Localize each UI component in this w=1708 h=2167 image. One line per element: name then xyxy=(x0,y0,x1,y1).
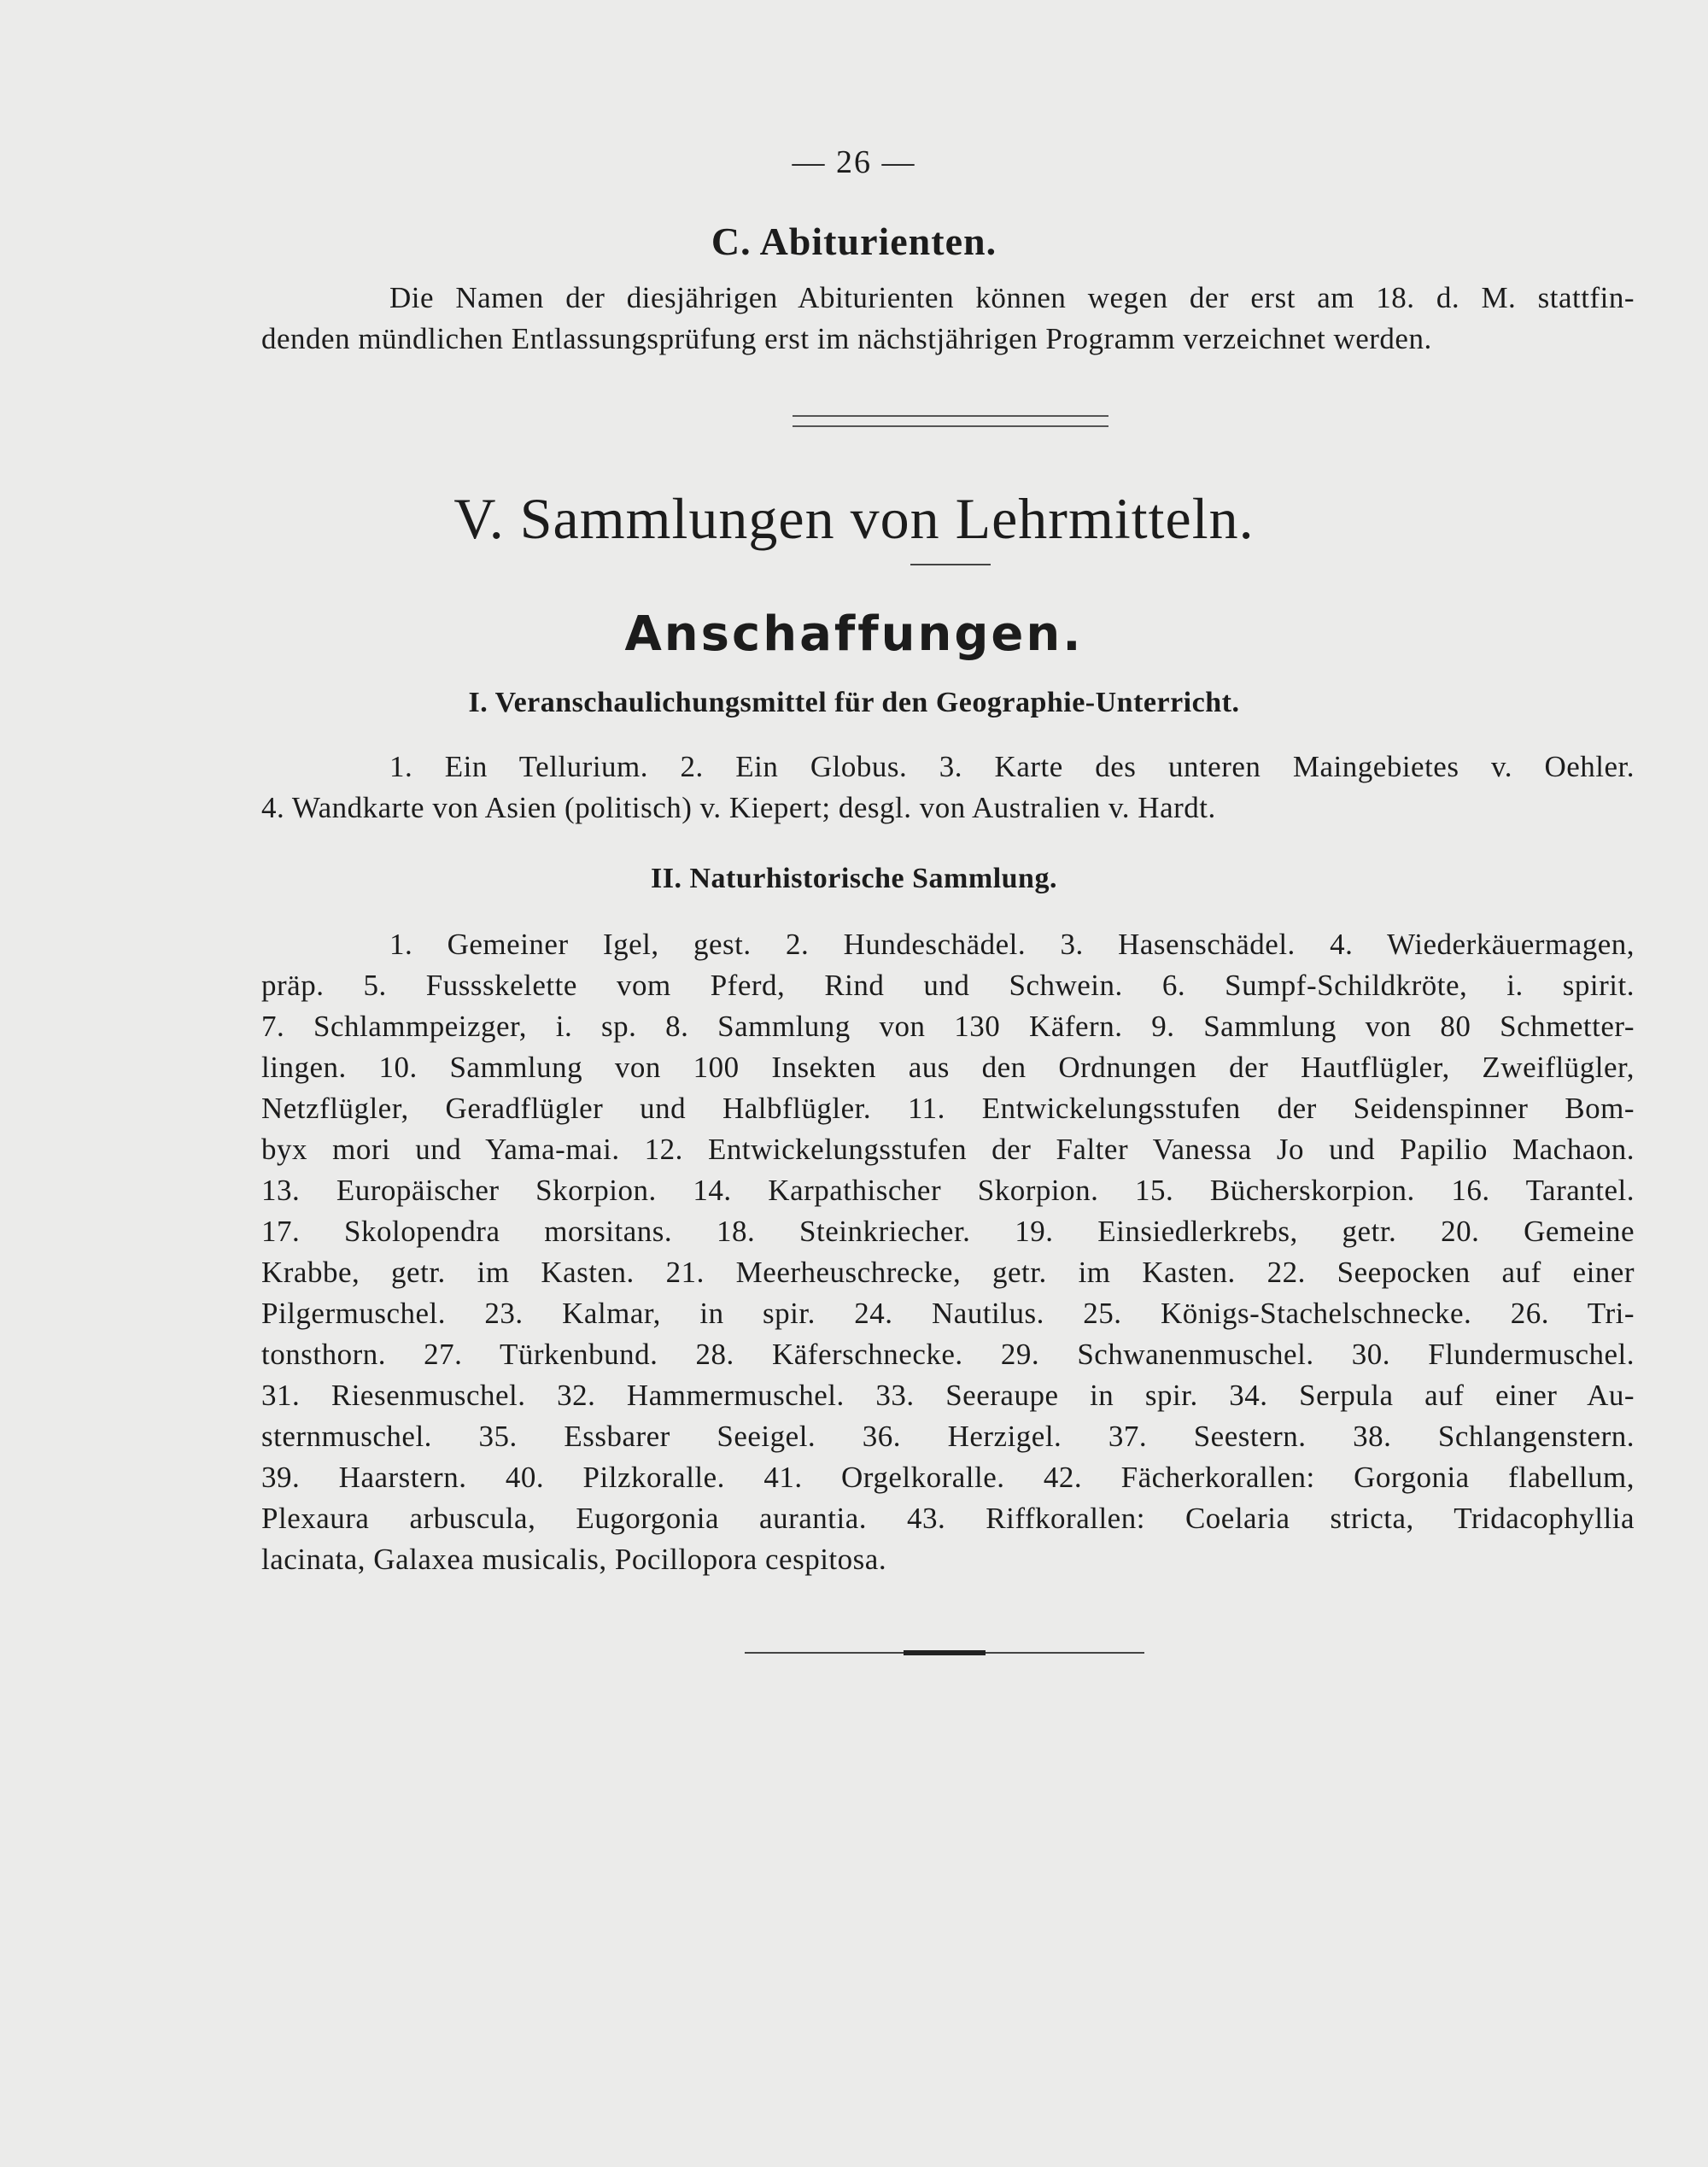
paragraph-line: 13. Europäischer Skorpion. 14. Karpathischer Skorpion. 15. Bücherskorpion. 16. Tarantel. xyxy=(261,1174,1635,1207)
paragraph-line: 31. Riesenmuschel. 32. Hammermuschel. 33. Seeraupe in spir. 34. Serpula auf einer Au- xyxy=(261,1379,1635,1412)
paragraph-line: Netzflügler, Geradflügler und Halbflügler. 11. Entwickelungsstufen der Seidenspinner Bom- xyxy=(261,1092,1635,1125)
paragraph-line: Die Namen der diesjährigen Abiturienten können wegen der erst am 18. d. M. stattfin- xyxy=(389,281,1635,314)
end-divider-center-mark xyxy=(904,1650,986,1655)
section-title-abiturienten: C. Abiturienten. xyxy=(711,220,997,263)
section-title-sammlungen: V. Sammlungen von Lehrmitteln. xyxy=(453,486,1255,551)
page-number: — 26 — xyxy=(792,144,916,180)
paragraph-line: lingen. 10. Sammlung von 100 Insekten aus den Ordnungen der Hautflügler, Zweiflügler, xyxy=(261,1051,1635,1084)
paragraph-line: Krabbe, getr. im Kasten. 21. Meerheuschrecke, getr. im Kasten. 22. Seepocken auf einer xyxy=(261,1256,1635,1289)
paragraph-line: präp. 5. Fussskelette vom Pferd, Rind und Schwein. 6. Sumpf-Schildkröte, i. spirit. xyxy=(261,969,1635,1002)
paragraph-line: Plexaura arbuscula, Eugorgonia aurantia. 43. Riffkorallen: Coelaria stricta, Tridacophyllia xyxy=(261,1502,1635,1535)
abiturienten-paragraph xyxy=(261,278,1635,360)
geographie-paragraph xyxy=(261,747,1635,829)
paragraph-line: sternmuschel. 35. Essbarer Seeigel. 36. Herzigel. 37. Seestern. 38. Schlangenstern. xyxy=(261,1420,1635,1453)
naturhistorische-paragraph xyxy=(261,924,1635,1580)
paragraph-line: 1. Ein Tellurium. 2. Ein Globus. 3. Karte des unteren Maingebietes v. Oehler. xyxy=(389,750,1635,783)
subheading-geographie: I. Veranschaulichungsmittel für den Geographie-Unterricht. xyxy=(468,687,1240,718)
short-divider xyxy=(910,564,991,565)
paragraph-line: byx mori und Yama-mai. 12. Entwickelungsstufen der Falter Vanessa Jo und Papilio Machaon. xyxy=(261,1133,1635,1166)
paragraph-line: lacinata, Galaxea musicalis, Pocillopora cespitosa. xyxy=(261,1543,887,1576)
paragraph-line: 1. Gemeiner Igel, gest. 2. Hundeschädel. 3. Hasenschädel. 4. Wiederkäuermagen, xyxy=(389,928,1635,961)
paragraph-line: 39. Haarstern. 40. Pilzkoralle. 41. Orgelkoralle. 42. Fächerkorallen: Gorgonia flabellum, xyxy=(261,1461,1635,1494)
paragraph-line: 4. Wandkarte von Asien (politisch) v. Kiepert; desgl. von Australien v. Hardt. xyxy=(261,791,1216,824)
paragraph-line: 17. Skolopendra morsitans. 18. Steinkriecher. 19. Einsiedlerkrebs, getr. 20. Gemeine xyxy=(261,1215,1635,1248)
paragraph-line: tonsthorn. 27. Türkenbund. 28. Käferschnecke. 29. Schwanenmuschel. 30. Flundermuschel. xyxy=(261,1338,1635,1371)
paragraph-line: denden mündlichen Entlassungsprüfung erst im nächstjährigen Programm verzeichnet werden. xyxy=(261,322,1432,355)
paragraph-line: 7. Schlammpeizger, i. sp. 8. Sammlung von 130 Käfern. 9. Sammlung von 80 Schmetter- xyxy=(261,1010,1635,1043)
paragraph-line: Pilgermuschel. 23. Kalmar, in spir. 24. Nautilus. 25. Königs-Stachelschnecke. 26. Tri- xyxy=(261,1297,1635,1330)
double-divider xyxy=(793,415,1108,427)
heading-anschaffungen: Anschaffungen. xyxy=(624,606,1084,662)
subheading-naturhistorische: II. Naturhistorische Sammlung. xyxy=(651,863,1057,894)
